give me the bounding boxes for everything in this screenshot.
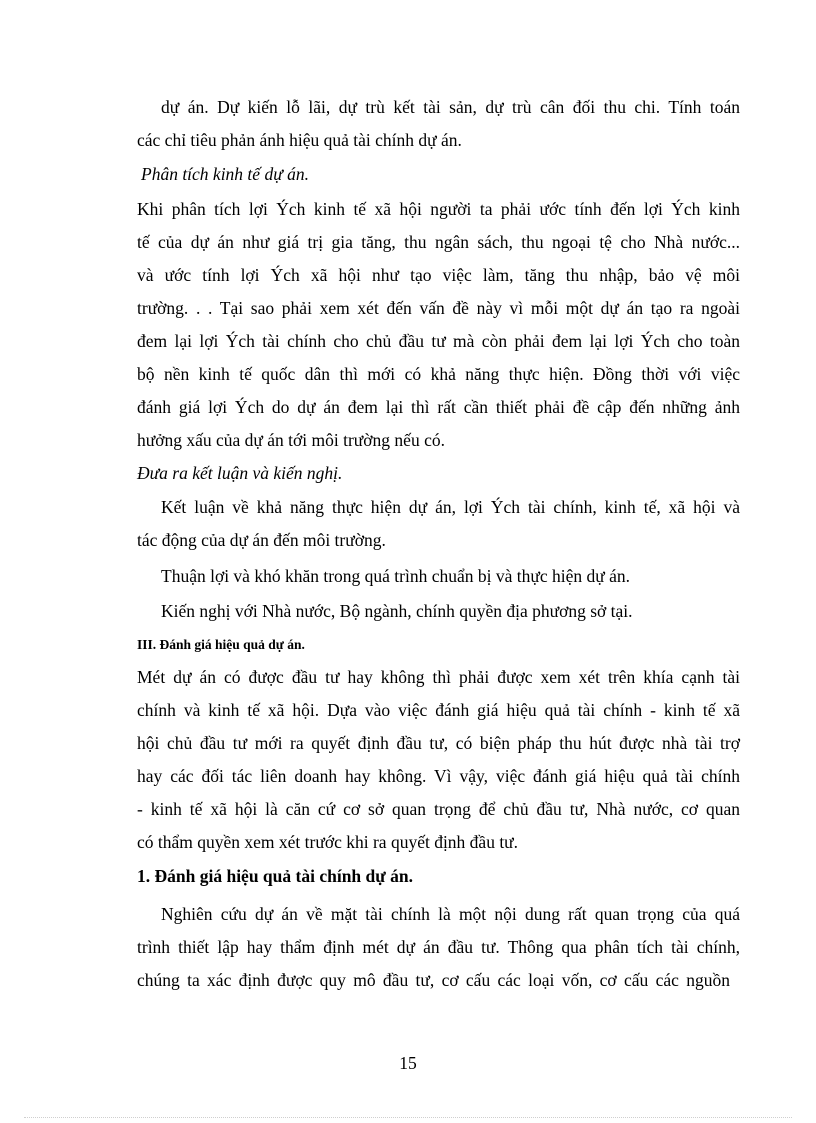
page-number: 15 <box>399 1053 417 1073</box>
text-line: chúng ta xác định được quy mô đầu tư, cơ cấu các loại vốn, cơ cấu các nguồn <box>137 970 730 990</box>
text-line: Mét dự án có được đầu tư hay không thì phải được xem xét trên khía cạnh tài <box>137 667 740 687</box>
section-heading-italic: Đưa ra kết luận và kiến nghị. <box>137 463 343 483</box>
text-line: - kinh tế xã hội là căn cứ cơ sở quan trọng để chủ đầu tư, Nhà nước, cơ quan <box>137 799 740 819</box>
section-heading-bold: 1. Đánh giá hiệu quả tài chính dự án. <box>137 866 414 886</box>
text-line: có thẩm quyền xem xét trước khi ra quyết định đầu tư. <box>137 832 519 852</box>
text-line: đem lại lợi Ých tài chính cho chủ đầu tư mà còn phải đem lại lợi Ých cho toàn <box>137 331 740 351</box>
section-heading-small: III. Đánh giá hiệu quả dự án. <box>137 637 305 652</box>
text-line: hay các đối tác liên doanh hay không. Vì vậy, việc đánh giá hiệu quả tài chính <box>137 766 740 786</box>
text-line: Kết luận về khả năng thực hiện dự án, lợi Ých tài chính, kinh tế, xã hội và <box>161 497 740 517</box>
text-line: chính và kinh tế xã hội. Dựa vào việc đánh giá hiệu quả tài chính - kinh tế xã <box>137 700 740 720</box>
footer-divider <box>24 1117 792 1118</box>
text-line: Nghiên cứu dự án về mặt tài chính là một nội dung rất quan trọng của quá <box>161 904 740 924</box>
text-line: bộ nền kinh tế quốc dân thì mới có khả năng thực hiện. Đồng thời với việc <box>137 364 740 384</box>
text-line: Khi phân tích lợi Ých kinh tế xã hội người ta phải ước tính đến lợi Ých kinh <box>137 199 740 219</box>
text-line: tế của dự án như giá trị gia tăng, thu ngân sách, thu ngoại tệ cho Nhà nước... <box>137 232 740 252</box>
text-line: tác động của dự án đến môi trường. <box>137 530 386 550</box>
text-line: đánh giá lợi Ých do dự án đem lại thì rất cần thiết phải đề cập đến những ảnh <box>137 397 740 417</box>
text-line: và ước tính lợi Ých xã hội như tạo việc làm, tăng thu nhập, bảo vệ môi <box>137 265 740 285</box>
section-heading-italic: Phân tích kinh tế dự án. <box>141 164 309 184</box>
text-line: hưởng xấu của dự án tới môi trường nếu có. <box>137 430 445 450</box>
text-line: Kiến nghị với Nhà nước, Bộ ngành, chính quyền địa phương sở tại. <box>161 601 633 621</box>
text-line: dự án. Dự kiến lỗ lãi, dự trù kết tài sản, dự trù cân đối thu chi. Tính toán <box>161 97 740 117</box>
text-line: các chỉ tiêu phản ánh hiệu quả tài chính dự án. <box>137 130 462 150</box>
text-line: hội chủ đầu tư mới ra quyết định đầu tư, có biện pháp thu hút được nhà tài trợ <box>137 733 740 753</box>
text-line: trường. . . Tại sao phải xem xét đến vấn đề này vì mỗi một dự án tạo ra ngoài <box>137 298 740 318</box>
text-line: trình thiết lập hay thẩm định mét dự án đầu tư. Thông qua phân tích tài chính, <box>137 937 740 957</box>
text-line: Thuận lợi và khó khăn trong quá trình chuẩn bị và thực hiện dự án. <box>161 566 631 586</box>
